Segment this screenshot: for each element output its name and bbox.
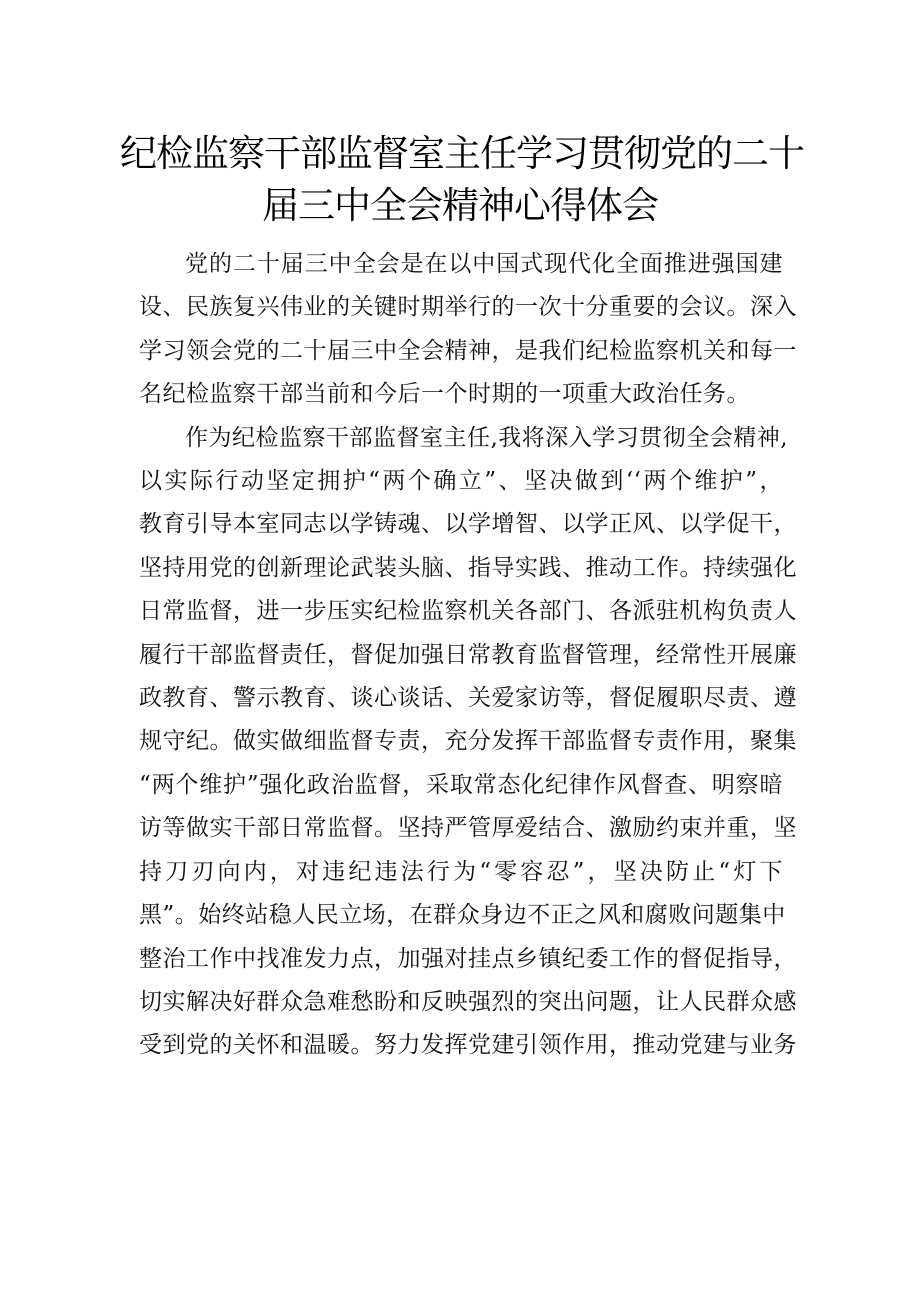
paragraph-line: 学习领会党的二十届三中全会精神，是我们纪检监察机关和每一 [139, 337, 797, 364]
paragraph-line: 坚持用党的创新理论武装头脑、指导实践、推动工作。持续强化 [139, 554, 797, 581]
paragraph-line: 规守纪。做实做细监督专责，充分发挥干部监督专责作用，聚集 [139, 728, 797, 755]
paragraph-line: 名纪检监察干部当前和今后一个时期的一项重大政治任务。 [139, 381, 750, 408]
paragraph-line: 党的二十届三中全会是在以中国式现代化全面推进强国建 [185, 251, 783, 277]
paragraph-line: 以实际行动坚定拥护“两个确立”、坚决做到‘‘两个维护”， [139, 468, 783, 495]
paragraph-line: 持刀刃向内，对违纪违法行为“零容忍”，坚决防止“灯下 [139, 858, 783, 885]
paragraph-line: “两个维护”强化政治监督，采取常态化纪律作风督查、明察暗 [139, 771, 783, 798]
paragraph-line: 整治工作中找准发力点，加强对挂点乡镇纪委工作的督促指导， [139, 945, 797, 972]
paragraph-line: 教育引导本室同志以学铸魂、以学增智、以学正风、以学促干， [139, 511, 797, 538]
paragraph-line: 切实解决好群众急难愁盼和反映强烈的突出问题，让人民群众感 [139, 988, 797, 1015]
title-line-2: 届三中全会精神心得体会 [262, 184, 658, 227]
paragraph-line: 访等做实干部日常监督。坚持严管厚爱结合、激励约束并重，坚 [139, 815, 797, 842]
paragraph-line: 政教育、警示教育、谈心谈话、关爱家访等，督促履职尽责、遵 [139, 685, 797, 712]
paragraph-line: 履行干部监督责任，督促加强日常教育监督管理，经常性开展廉 [139, 641, 797, 668]
paragraph-1 [139, 243, 797, 417]
document-body [139, 243, 797, 1068]
paragraph-line: 设、民族复兴伟业的关键时期举行的一次十分重要的会议。深入 [139, 294, 797, 321]
paragraph-line: 受到党的关怀和温暖。努力发挥党建引领作用，推动党建与业务 [139, 1032, 797, 1059]
paragraph-line: 黑”。始终站稳人民立场，在群众身边不正之风和腐败问题集中 [139, 902, 786, 929]
paragraph-2 [139, 417, 797, 1068]
paragraph-line: 作为纪检监察干部监督室主任,我将深入学习贯彻全会精神, [185, 424, 789, 451]
title-line-1: 纪检监察干部监督室主任学习贯彻党的二十 [120, 132, 804, 175]
paragraph-line: 日常监督，进一步压实纪检监察机关各部门、各派驻机构负责人 [139, 598, 797, 625]
document-title [120, 128, 804, 232]
